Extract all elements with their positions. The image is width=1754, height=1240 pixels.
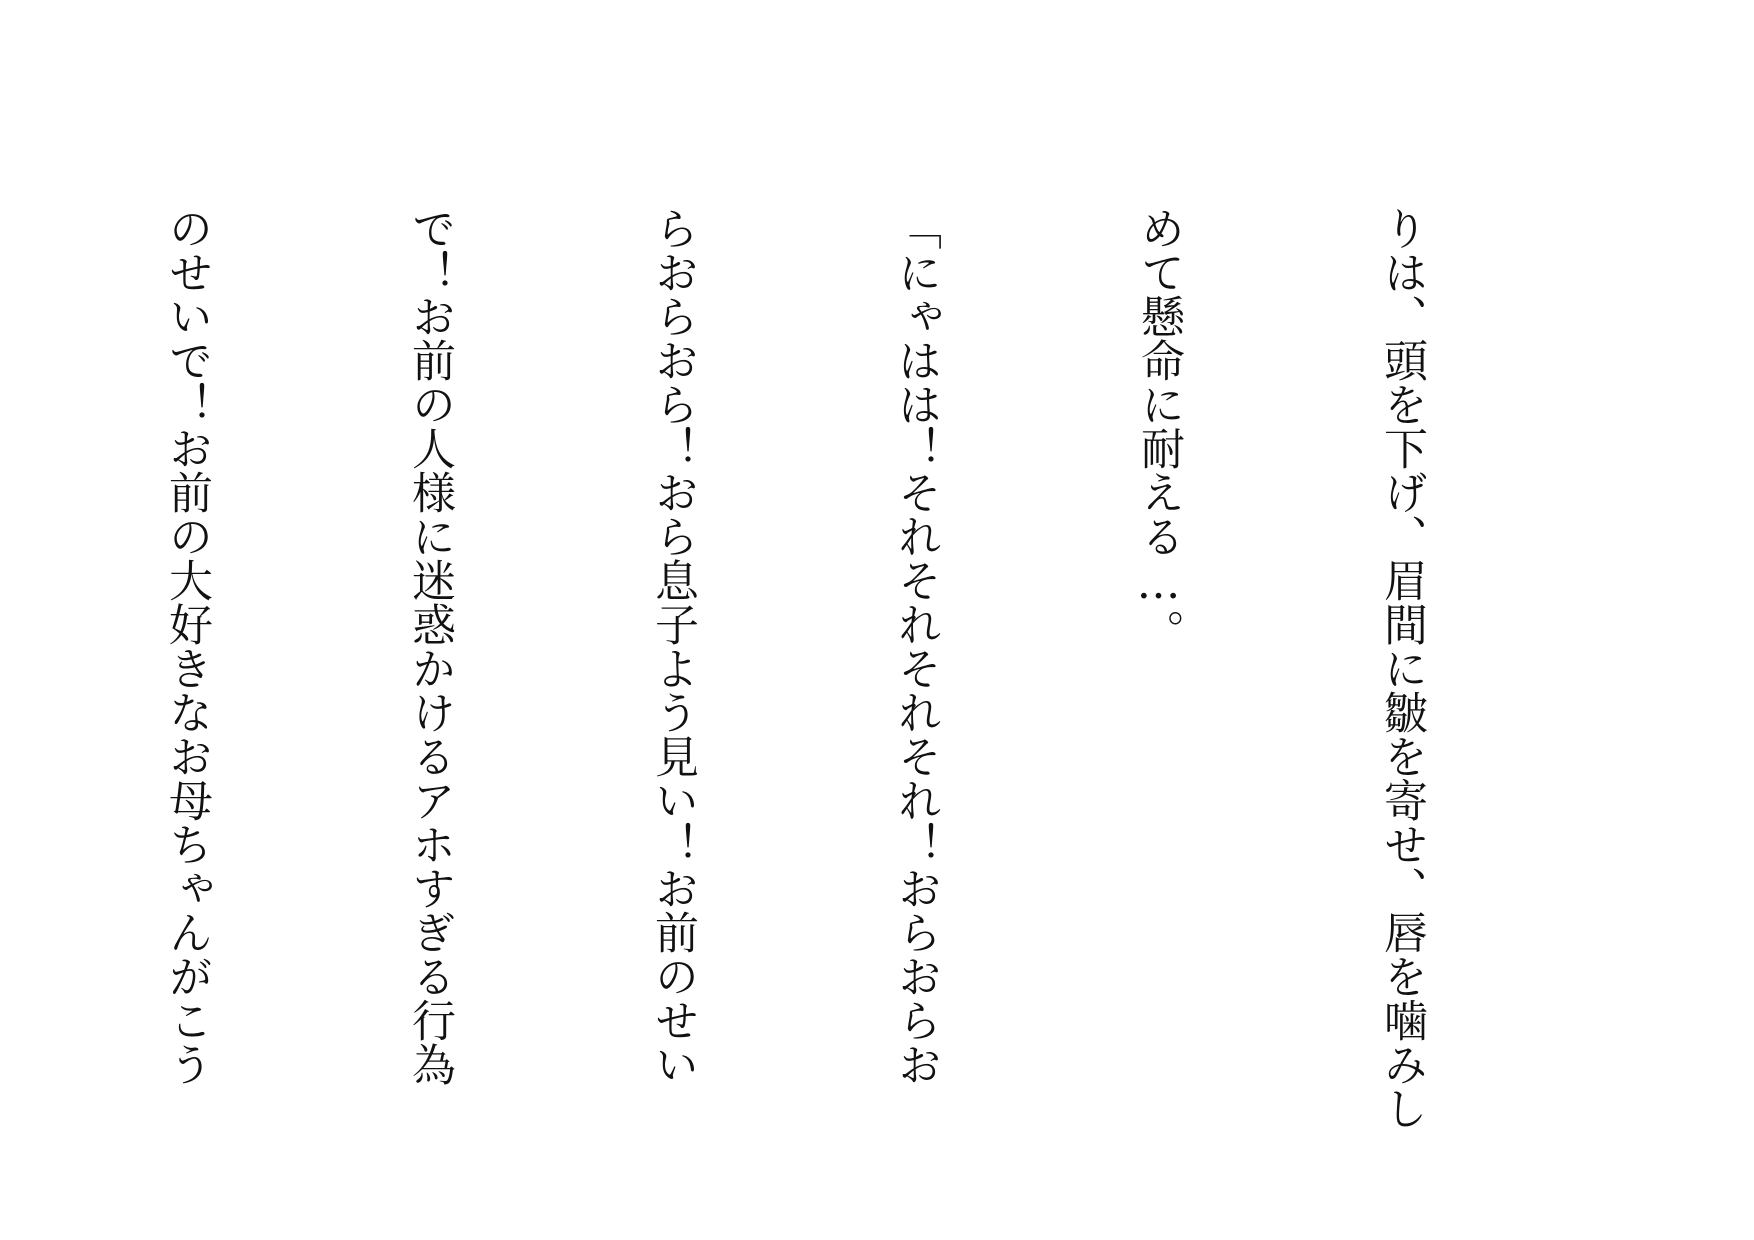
vertical-text-body — [0, 206, 1604, 1130]
text-line-5: で！お前の人様に迷惑かけるアホすぎる行為 — [404, 206, 455, 1086]
text-line-4: らおらおら！おら息子よう見い！お前のせい — [647, 206, 698, 1086]
text-line-3: 「にゃはは！それそれそれそれ！おらおらお — [890, 206, 941, 1086]
text-line-1: りは、頭を下げ、眉間に皺を寄せ、唇を噛みし — [1376, 206, 1427, 1130]
text-line-6: のせいで！お前の大好きなお母ちゃんがこう — [161, 206, 212, 1086]
text-line-2: めて懸命に耐える…。 — [1133, 206, 1184, 653]
